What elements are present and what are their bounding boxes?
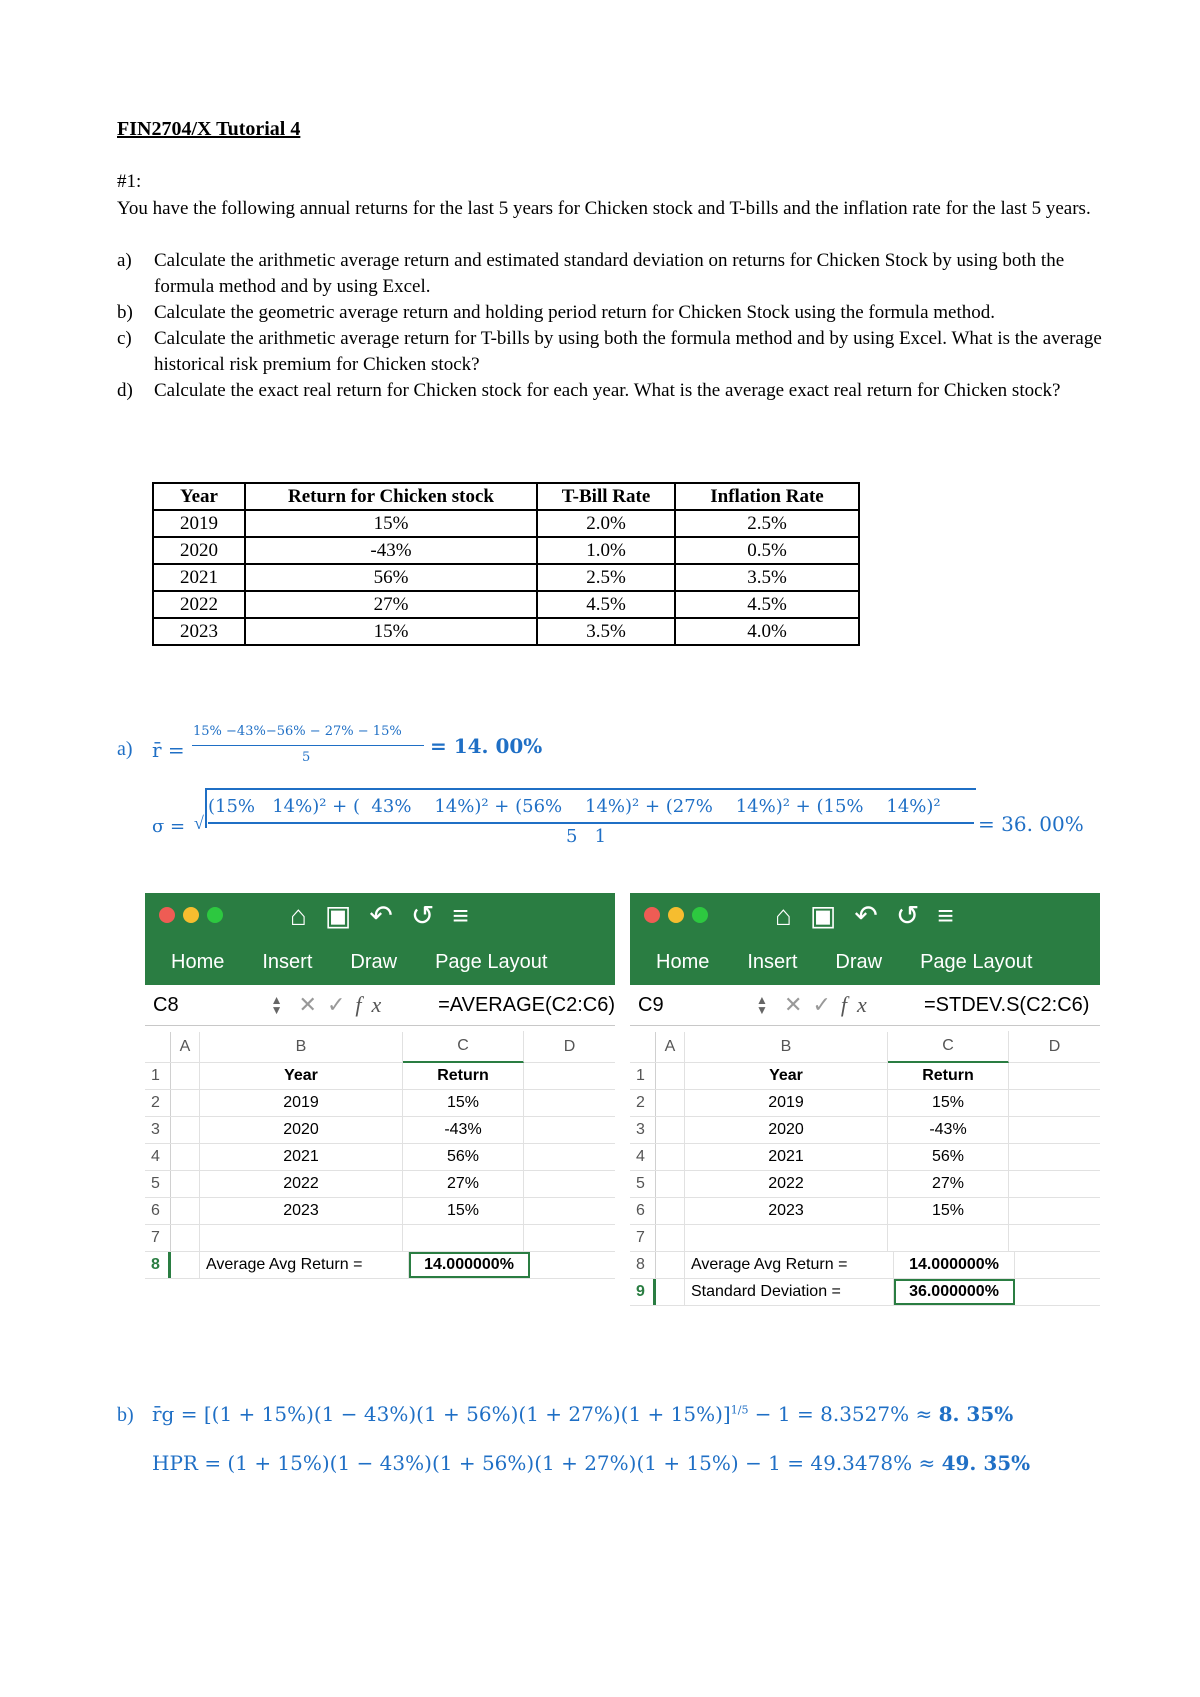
- tab-page-layout[interactable]: Page Layout: [920, 951, 1033, 973]
- zoom-dot-icon[interactable]: [692, 907, 708, 923]
- select-all-corner[interactable]: [630, 1032, 656, 1062]
- quick-access-toolbar: [290, 899, 487, 932]
- name-box-spinner-icon[interactable]: ▲ ▼: [756, 993, 768, 1017]
- customize-icon[interactable]: ≡: [937, 900, 972, 931]
- row-number[interactable]: 6: [145, 1198, 171, 1224]
- sheet-cell[interactable]: 2023: [200, 1198, 403, 1224]
- table-cell: 4.5%: [675, 591, 859, 618]
- cancel-icon[interactable]: ✕: [784, 992, 813, 1017]
- sheet-row: [630, 1090, 1100, 1117]
- question-list: [117, 248, 1117, 404]
- sqrt-icon: √: [194, 813, 204, 833]
- geometric-formula-body: r̄g = [(1 + 15%)(1 − 43%)(1 + 56%)(1 + 27%)(1 + 15%)]: [152, 1402, 731, 1426]
- geometric-exponent: 1/5: [730, 1403, 749, 1417]
- row-number[interactable]: 4: [630, 1144, 656, 1170]
- sheet-cell[interactable]: 15%: [888, 1090, 1009, 1116]
- formula-bar: [630, 985, 1100, 1026]
- formula-bar: [145, 985, 615, 1026]
- sigma-symbol: σ =: [152, 816, 186, 837]
- close-dot-icon[interactable]: [644, 907, 660, 923]
- table-cell: 2023: [153, 618, 245, 645]
- hpr-formula-body: HPR = (1 + 15%)(1 − 43%)(1 + 56%)(1 + 27%)(1 + 15%) − 1 = 49.3478% ≈: [152, 1451, 942, 1475]
- row-number[interactable]: 3: [145, 1117, 171, 1143]
- sheet-cell[interactable]: 56%: [888, 1144, 1009, 1170]
- sheet-cell[interactable]: 2020: [685, 1117, 888, 1143]
- table-cell: 2.0%: [537, 510, 675, 537]
- geometric-average-formula: [152, 1402, 1013, 1426]
- table-cell: 2.5%: [675, 510, 859, 537]
- formula-controls: [289, 992, 439, 1018]
- row-number[interactable]: 3: [630, 1117, 656, 1143]
- tab-insert[interactable]: Insert: [747, 951, 798, 973]
- sheet-row: [145, 1063, 615, 1090]
- sheet-row: [630, 1144, 1100, 1171]
- column-header-c[interactable]: C: [403, 1031, 524, 1063]
- geometric-result: 8. 35%: [938, 1402, 1014, 1426]
- sheet-row: [630, 1117, 1100, 1144]
- cancel-icon[interactable]: ✕: [298, 992, 327, 1017]
- table-cell: 56%: [245, 564, 537, 591]
- page-title: FIN2704/X Tutorial 4: [117, 118, 301, 140]
- sheet-cell[interactable]: Average Avg Return =: [200, 1252, 409, 1278]
- sheet-cell[interactable]: [200, 1225, 403, 1251]
- redo-icon[interactable]: ↺: [410, 900, 453, 931]
- table-header: T-Bill Rate: [537, 483, 675, 510]
- table-cell: -43%: [245, 537, 537, 564]
- mean-symbol: r̄ =: [152, 738, 185, 762]
- table-cell: 4.0%: [675, 618, 859, 645]
- table-cell: 27%: [245, 591, 537, 618]
- sheet-cell[interactable]: -43%: [403, 1117, 524, 1143]
- table-cell: 15%: [245, 510, 537, 537]
- column-header-c[interactable]: C: [888, 1031, 1009, 1063]
- ribbon-tabs: [171, 951, 547, 974]
- quick-access-toolbar: [775, 899, 972, 932]
- column-header-a[interactable]: A: [171, 1032, 200, 1062]
- sheet-row: [630, 1171, 1100, 1198]
- confirm-icon[interactable]: ✓: [812, 992, 841, 1017]
- column-header-b[interactable]: B: [685, 1032, 888, 1062]
- question-label: b): [117, 302, 133, 323]
- sheet-cell[interactable]: 15%: [403, 1198, 524, 1224]
- sheet-grid: [630, 1032, 1100, 1306]
- sheet-cell[interactable]: Standard Deviation =: [685, 1279, 894, 1305]
- sheet-cell[interactable]: Year: [685, 1063, 888, 1089]
- row-number[interactable]: 2: [145, 1090, 171, 1116]
- sheet-row: [630, 1225, 1100, 1252]
- customize-icon[interactable]: ≡: [452, 900, 487, 931]
- table-cell: 3.5%: [675, 564, 859, 591]
- close-dot-icon[interactable]: [159, 907, 175, 923]
- table-header: Year: [153, 483, 245, 510]
- row-number[interactable]: 8: [630, 1252, 656, 1278]
- sheet-cell[interactable]: Average Avg Return =: [685, 1252, 894, 1278]
- row-number[interactable]: 5: [630, 1171, 656, 1197]
- row-number[interactable]: 4: [145, 1144, 171, 1170]
- ribbon-tabs: [656, 951, 1032, 974]
- tab-page-layout[interactable]: Page Layout: [435, 951, 548, 973]
- column-header-d[interactable]: D: [1048, 1038, 1061, 1055]
- column-header-row: [145, 1032, 615, 1063]
- sheet-cell[interactable]: Year: [200, 1063, 403, 1089]
- sigma-fraction-bar: [208, 822, 974, 824]
- hpr-result: 49. 35%: [941, 1451, 1031, 1475]
- table-cell: 2020: [153, 537, 245, 564]
- row-number[interactable]: 7: [630, 1225, 656, 1251]
- redo-icon[interactable]: ↺: [895, 900, 938, 931]
- tab-draw[interactable]: Draw: [350, 951, 398, 973]
- table-header: Return for Chicken stock: [245, 483, 537, 510]
- home-icon[interactable]: ⌂: [775, 900, 810, 931]
- selected-cell[interactable]: 14.000000%: [409, 1252, 530, 1278]
- formula-controls: [774, 992, 924, 1018]
- sheet-cell[interactable]: [403, 1225, 524, 1251]
- sheet-cell[interactable]: -43%: [888, 1117, 1009, 1143]
- sheet-row: [145, 1225, 615, 1252]
- table-cell: 2021: [153, 564, 245, 591]
- name-box[interactable]: C9: [638, 993, 664, 1016]
- undo-icon[interactable]: ↶: [369, 900, 411, 931]
- mean-result: = 14. 00%: [430, 734, 543, 758]
- sheet-row: [145, 1144, 615, 1171]
- name-box[interactable]: C8: [153, 993, 179, 1016]
- tab-draw[interactable]: Draw: [835, 951, 883, 973]
- question-item: [117, 378, 1117, 404]
- table-cell: 2019: [153, 510, 245, 537]
- tab-insert[interactable]: Insert: [262, 951, 313, 973]
- save-icon[interactable]: ▣: [324, 900, 370, 931]
- row-number[interactable]: 6: [630, 1198, 656, 1224]
- table-cell: 15%: [245, 618, 537, 645]
- select-all-corner[interactable]: [145, 1032, 171, 1062]
- sheet-row: [630, 1198, 1100, 1225]
- table-cell: 2.5%: [537, 564, 675, 591]
- sigma-denominator: 5 1: [566, 826, 607, 847]
- answer-a-label: a): [117, 738, 133, 760]
- sheet-cell[interactable]: 2020: [200, 1117, 403, 1143]
- fraction-bar: [192, 745, 424, 746]
- row-number[interactable]: 9: [630, 1279, 656, 1305]
- sheet-cell[interactable]: Return: [403, 1063, 524, 1089]
- sheet-cell[interactable]: 2021: [685, 1144, 888, 1170]
- table-cell: 4.5%: [537, 591, 675, 618]
- excel-titlebar: [630, 893, 1100, 985]
- excel-window-average: [145, 893, 615, 1279]
- row-number[interactable]: 7: [145, 1225, 171, 1251]
- sheet-cell[interactable]: 15%: [403, 1090, 524, 1116]
- sheet-cell[interactable]: 2019: [200, 1090, 403, 1116]
- question-item: [117, 300, 1117, 326]
- question-intro: You have the following annual returns for the last 5 years for Chicken stock and T-bills and the inflation rate for the last 5 years.: [117, 198, 1091, 219]
- tab-home[interactable]: Home: [656, 951, 710, 973]
- table-cell: 3.5%: [537, 618, 675, 645]
- geometric-formula-tail: − 1 = 8.3527% ≈: [748, 1402, 939, 1426]
- question-number: #1:: [117, 171, 142, 192]
- formula-input[interactable]: =AVERAGE(C2:C6): [438, 993, 615, 1016]
- sheet-cell[interactable]: 2022: [200, 1171, 403, 1197]
- sheet-cell[interactable]: 56%: [403, 1144, 524, 1170]
- sqrt-stem: [205, 788, 207, 828]
- excel-window-stdev: [630, 893, 1100, 1306]
- sheet-row: [145, 1090, 615, 1117]
- table-header: Inflation Rate: [675, 483, 859, 510]
- table-cell: 0.5%: [675, 537, 859, 564]
- sheet-row: [630, 1252, 1100, 1279]
- sheet-cell[interactable]: 2021: [200, 1144, 403, 1170]
- sigma-numerator: (15% 14%)² + ( 43% 14%)² + (56% 14%)² + (27% 14%)² + (15% 14%)²: [208, 796, 941, 817]
- sheet-row: [145, 1171, 615, 1198]
- table-row: [153, 591, 859, 618]
- zoom-dot-icon[interactable]: [207, 907, 223, 923]
- table-cell: 2022: [153, 591, 245, 618]
- table-cell: 1.0%: [537, 537, 675, 564]
- sheet-cell[interactable]: 27%: [403, 1171, 524, 1197]
- minimize-dot-icon[interactable]: [668, 907, 684, 923]
- question-text: Calculate the geometric average return and holding period return for Chicken Stock using the formula method.: [154, 302, 996, 323]
- sheet-cell[interactable]: 14.000000%: [894, 1252, 1015, 1278]
- question-label: d): [117, 380, 133, 401]
- sheet-row: [630, 1279, 1100, 1306]
- table-row: [153, 537, 859, 564]
- row-number[interactable]: 8: [145, 1252, 171, 1278]
- column-header-b[interactable]: B: [200, 1032, 403, 1062]
- sigma-result: = 36. 00%: [978, 812, 1084, 836]
- question-text: Calculate the exact real return for Chicken stock for each year. What is the average exact real return for Chicken stock?: [154, 380, 1061, 401]
- answer-b-label: b): [117, 1404, 134, 1426]
- column-header-d[interactable]: D: [563, 1038, 576, 1055]
- save-icon[interactable]: ▣: [809, 900, 855, 931]
- mean-denominator: 5: [302, 750, 311, 765]
- sheet-cell[interactable]: Return: [888, 1063, 1009, 1089]
- hpr-formula: [152, 1451, 1030, 1475]
- column-header-row: [630, 1032, 1100, 1063]
- table-row: [153, 618, 859, 645]
- table-header-row: [153, 483, 859, 510]
- question-text: Calculate the arithmetic average return for T-bills by using both the formula method and by using Excel. What is the average historical risk premium for Chicken stock?: [154, 328, 1102, 375]
- sheet-row: [145, 1198, 615, 1225]
- sheet-cell[interactable]: 2019: [685, 1090, 888, 1116]
- excel-titlebar: [145, 893, 615, 985]
- minimize-dot-icon[interactable]: [183, 907, 199, 923]
- row-number[interactable]: 2: [630, 1090, 656, 1116]
- sheet-cell[interactable]: 15%: [888, 1198, 1009, 1224]
- fx-icon[interactable]: fx: [840, 992, 877, 1017]
- row-number[interactable]: 5: [145, 1171, 171, 1197]
- undo-icon[interactable]: ↶: [854, 900, 896, 931]
- sheet-cell[interactable]: 27%: [888, 1171, 1009, 1197]
- row-number[interactable]: 1: [630, 1063, 656, 1089]
- sheet-row: [145, 1252, 615, 1279]
- sheet-cell[interactable]: [888, 1225, 1009, 1251]
- home-icon[interactable]: ⌂: [290, 900, 325, 931]
- tab-home[interactable]: Home: [171, 951, 225, 973]
- sheet-cell[interactable]: 2022: [685, 1171, 888, 1197]
- question-label: c): [117, 328, 132, 349]
- table-row: [153, 564, 859, 591]
- question-label: a): [117, 250, 132, 271]
- question-item: [117, 326, 1117, 378]
- sheet-row: [630, 1063, 1100, 1090]
- sheet-cell[interactable]: [685, 1225, 888, 1251]
- sheet-row: [145, 1117, 615, 1144]
- mean-numerator: 15% −43%−56% − 27% − 15%: [193, 724, 402, 739]
- column-header-a[interactable]: A: [656, 1032, 685, 1062]
- name-box-spinner-icon[interactable]: ▲ ▼: [270, 993, 283, 1017]
- row-number[interactable]: 1: [145, 1063, 171, 1089]
- sheet-grid: [145, 1032, 615, 1279]
- selected-cell[interactable]: 36.000000%: [894, 1279, 1015, 1305]
- sqrt-overline: [206, 788, 976, 790]
- question-item: [117, 248, 1117, 300]
- formula-input[interactable]: =STDEV.S(C2:C6): [924, 993, 1090, 1016]
- returns-table: [152, 482, 860, 646]
- confirm-icon[interactable]: ✓: [326, 992, 356, 1017]
- fx-icon[interactable]: fx: [355, 992, 392, 1017]
- table-row: [153, 510, 859, 537]
- question-text: Calculate the arithmetic average return and estimated standard deviation on returns for Chicken Stock by using both the formula method and by using Excel.: [154, 250, 1065, 297]
- sheet-cell[interactable]: 2023: [685, 1198, 888, 1224]
